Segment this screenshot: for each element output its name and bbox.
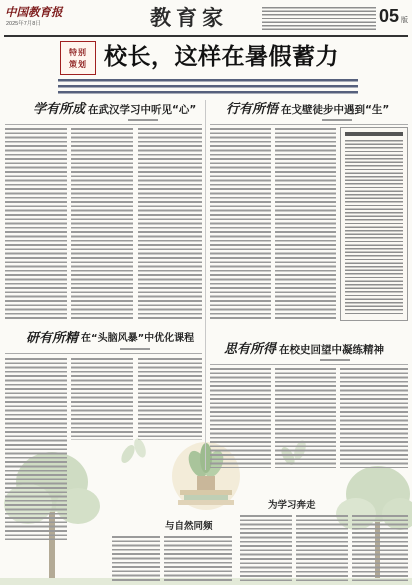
bottom-right-column — [296, 515, 348, 581]
sidebar-body — [345, 140, 403, 316]
article-byline — [322, 119, 352, 121]
page-number: 05 — [379, 6, 400, 26]
article-brainstorm-curriculum — [0, 328, 205, 543]
article-label: 学有所成 — [33, 102, 86, 117]
sidebar-box — [340, 127, 408, 321]
badge-line-bottom: 策划 — [69, 59, 87, 69]
article-title: 在校史回望中凝练精神 — [279, 344, 384, 356]
body-column — [275, 128, 336, 320]
body-column — [5, 358, 67, 540]
article-title: 在“头脑风暴”中优化课程 — [81, 333, 195, 344]
page-unit: 版 — [401, 17, 408, 24]
body-column — [210, 368, 271, 468]
article-study-wuhan — [0, 98, 205, 324]
body-column — [71, 358, 133, 440]
title-rule — [210, 124, 408, 125]
article-title: 在戈壁徒步中遇到“生” — [281, 104, 390, 116]
bottom-left-title: 与自然同频 — [165, 521, 213, 532]
intro-paragraph — [58, 79, 358, 97]
sidebar-heading — [345, 132, 403, 136]
title-rule — [210, 364, 408, 365]
article-byline — [128, 119, 158, 121]
masthead-logo: 中国教育报 — [5, 5, 63, 19]
article-label: 思有所得 — [224, 342, 277, 357]
bottom-right-title: 为学习奔走 — [268, 500, 316, 511]
body-column — [275, 368, 336, 468]
body-column — [340, 368, 408, 468]
header-rule — [4, 35, 408, 37]
article-label: 行有所悟 — [226, 102, 279, 117]
main-headline: 校长，这样在暑假蓄力 — [104, 44, 339, 70]
bottom-right-column — [352, 515, 408, 581]
article-byline — [120, 348, 150, 350]
body-column — [138, 128, 202, 320]
badge-line-top: 特别 — [69, 47, 87, 57]
issue-date: 2025年7月8日 — [6, 21, 41, 27]
title-rule — [5, 353, 202, 354]
article-title: 在武汉学习中听见“心” — [88, 104, 197, 116]
body-column — [138, 358, 202, 440]
section-title: 教育家 — [150, 5, 228, 30]
title-rule — [5, 124, 202, 125]
editor-info-text — [262, 7, 376, 31]
article-gobi-hike — [206, 98, 412, 324]
article-label: 研有所精 — [26, 331, 79, 346]
article-byline — [320, 359, 350, 361]
article-school-history — [206, 338, 412, 470]
body-column — [210, 128, 271, 320]
bottom-right-column — [240, 515, 292, 581]
special-feature-badge — [60, 41, 96, 75]
body-column — [71, 128, 133, 320]
body-column — [5, 128, 67, 320]
